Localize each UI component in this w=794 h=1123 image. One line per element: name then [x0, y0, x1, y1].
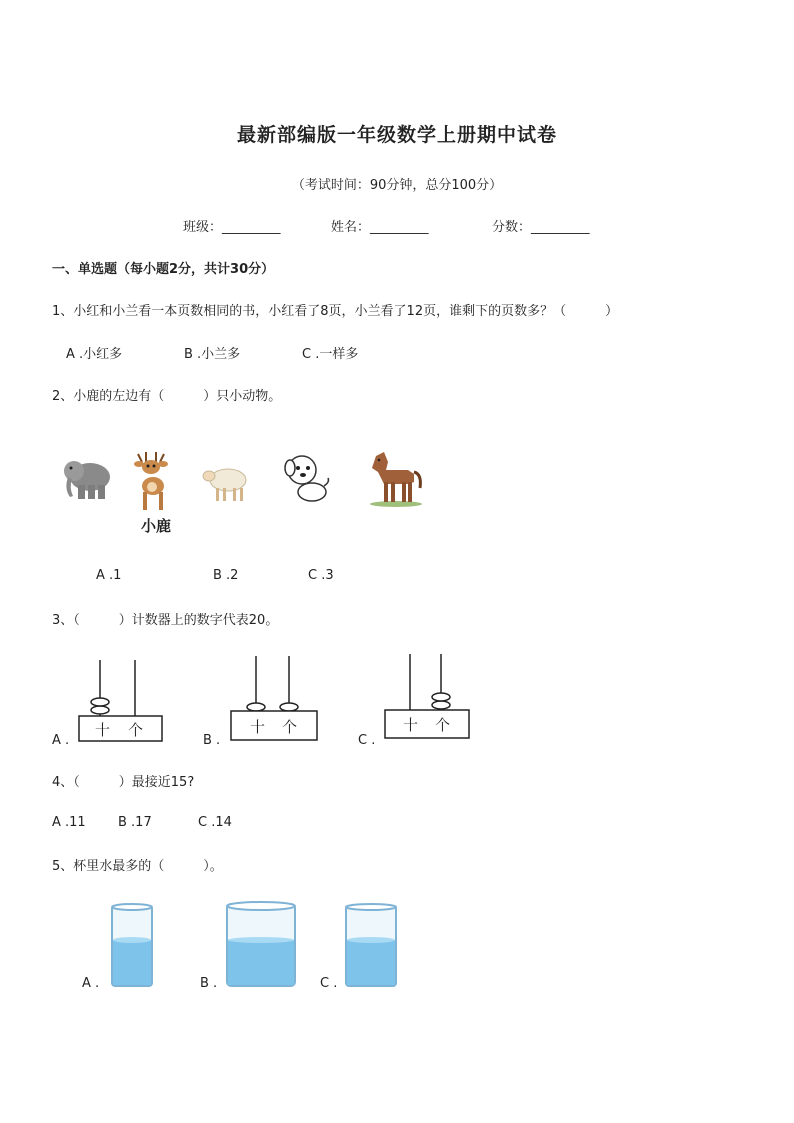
abacus-a-tens-label: 十: [95, 721, 111, 739]
water-cup-b: [225, 902, 297, 988]
question-1: 1、小红和小兰看一本页数相同的书，小红看了8页，小兰看了12页，谁剩下的页数多？（ ）: [52, 304, 619, 319]
section-title: 一、单选题（每小题2分，共计30分）: [52, 262, 275, 277]
question-4: 4、（ ）最接近15?: [52, 775, 195, 790]
name-field[interactable]: 姓名：_________: [331, 220, 429, 235]
score-field[interactable]: 分数：_________: [492, 220, 590, 235]
q2-option-c[interactable]: C .3: [308, 568, 334, 583]
water-cup-a: [110, 904, 154, 988]
question-3: 3、（ ）计数器上的数字代表20。: [52, 613, 279, 628]
water-cup-c: [344, 904, 398, 988]
abacus-b-ones-label: 个: [282, 718, 298, 736]
q1-option-c[interactable]: C .一样多: [302, 347, 359, 362]
q3-option-c[interactable]: C .: [358, 733, 376, 748]
puppy-icon: [282, 452, 332, 504]
abacus-b-tens-label: 十: [250, 718, 266, 736]
q2-option-b[interactable]: B .2: [213, 568, 239, 583]
elephant-icon: [60, 455, 112, 503]
q4-option-b[interactable]: B .17: [118, 815, 152, 830]
q4-option-c[interactable]: C .14: [198, 815, 232, 830]
class-field[interactable]: 班级：_________: [183, 220, 281, 235]
q1-option-a[interactable]: A .小红多: [66, 347, 123, 362]
deer-icon: [128, 450, 174, 512]
q4-option-a[interactable]: A .11: [52, 815, 86, 830]
q5-option-b[interactable]: B .: [200, 976, 218, 991]
q1-option-b[interactable]: B .小兰多: [184, 347, 241, 362]
page-title: 最新部编版一年级数学上册期中试卷: [236, 124, 557, 146]
abacus-a: [78, 660, 164, 742]
question-2: 2、小鹿的左边有（ ）只小动物。: [52, 389, 282, 404]
q5-option-a[interactable]: A .: [82, 976, 100, 991]
q3-option-b[interactable]: B .: [203, 733, 221, 748]
abacus-a-ones-label: 个: [128, 721, 144, 739]
question-5: 5、杯里水最多的（ ）。: [52, 859, 223, 874]
abacus-c-ones-label: 个: [435, 716, 451, 734]
q3-option-a[interactable]: A .: [52, 733, 70, 748]
exam-subtitle: （考试时间：90分钟，总分100分）: [291, 178, 503, 193]
deer-label: 小鹿: [141, 517, 172, 535]
q5-option-c[interactable]: C .: [320, 976, 338, 991]
sheep-icon: [200, 462, 252, 504]
q2-option-a[interactable]: A .1: [96, 568, 122, 583]
abacus-c-tens-label: 十: [403, 716, 419, 734]
abacus-c: [384, 654, 470, 740]
horse-icon: [364, 448, 426, 508]
abacus-b: [230, 656, 318, 742]
